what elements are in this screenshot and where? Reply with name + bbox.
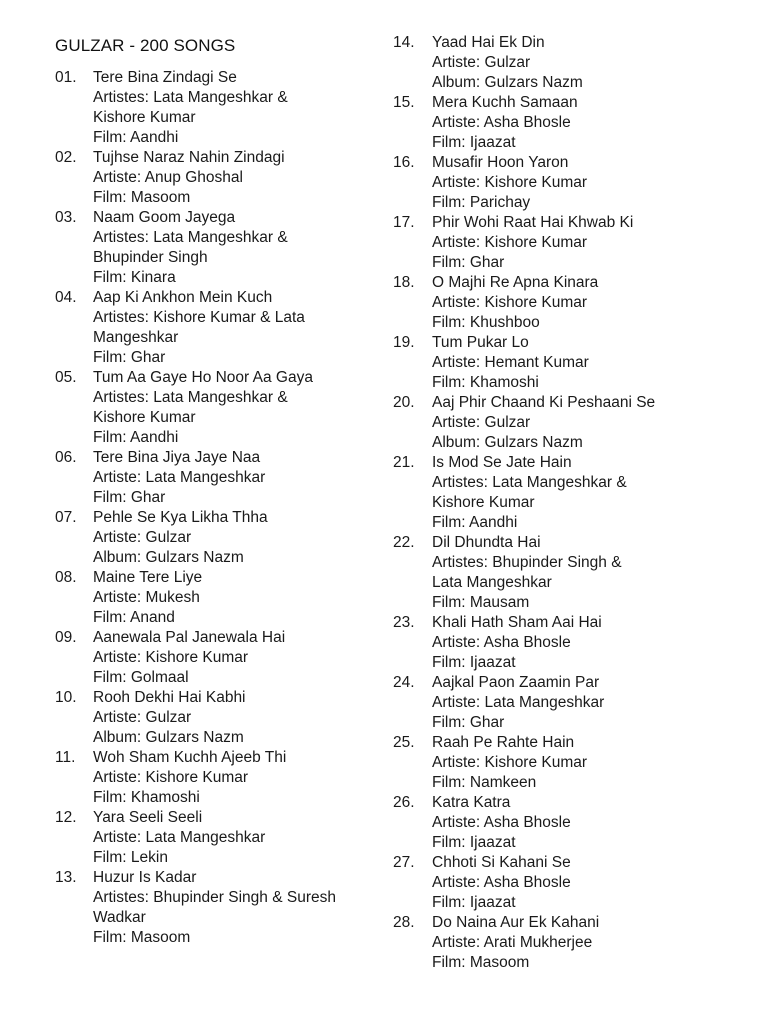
song-source: Film: Anand [93,609,175,626]
song-number: 06. [55,449,77,466]
song-title: Pehle Se Kya Likha Thha [93,509,268,526]
song-title: Tujhse Naraz Nahin Zindagi [93,149,285,166]
song-source: Film: Ghar [93,349,166,366]
song-credit-line: Lata Mangeshkar [432,574,552,591]
song-source: Film: Parichay [432,194,531,211]
song-list-right-column [393,33,723,973]
song-entry [55,68,395,148]
song-number: 08. [55,569,77,586]
song-entry [393,273,723,333]
song-title: Khali Hath Sham Aai Hai [432,614,602,631]
song-credit-line: Artistes: Bhupinder Singh & Suresh [93,889,336,906]
song-entry [55,688,395,748]
song-entry [55,568,395,628]
song-credit-line: Artiste: Kishore Kumar [432,174,588,191]
song-source: Film: Ijaazat [432,894,516,911]
song-entry [55,868,395,948]
song-details [93,288,395,368]
song-entry [393,853,723,913]
song-title: Katra Katra [432,794,511,811]
song-entry [393,913,723,973]
song-number: 24. [393,674,415,691]
song-title: Musafir Hoon Yaron [432,154,569,171]
song-number: 21. [393,454,415,471]
song-entry [55,368,395,448]
song-number: 09. [55,629,77,646]
song-number: 12. [55,809,77,826]
song-credit-line: Artiste: Asha Bhosle [432,634,571,651]
song-title: O Majhi Re Apna Kinara [432,274,599,291]
song-entry [55,208,395,288]
song-credit-line: Artiste: Kishore Kumar [93,769,249,786]
song-entry [55,748,395,808]
song-title: Aaj Phir Chaand Ki Peshaani Se [432,394,656,411]
song-source: Film: Golmaal [93,669,189,686]
song-entry [393,453,723,533]
song-entry [393,33,723,93]
song-credit-line: Artiste: Lata Mangeshkar [93,829,266,846]
song-title: Tere Bina Jiya Jaye Naa [93,449,261,466]
song-list-left-column [55,68,395,948]
song-details [432,533,723,613]
song-title: Yaad Hai Ek Din [432,34,545,51]
song-entry [393,533,723,613]
song-number: 16. [393,154,415,171]
song-credit-line: Wadkar [93,909,146,926]
song-title: Tere Bina Zindagi Se [93,69,237,86]
song-source: Film: Ijaazat [432,654,516,671]
song-details [432,793,723,853]
song-credit-line: Bhupinder Singh [93,249,208,266]
song-number: 18. [393,274,415,291]
song-title: Raah Pe Rahte Hain [432,734,575,751]
song-source: Film: Masoom [93,189,191,206]
song-credit-line: Artiste: Asha Bhosle [432,814,571,831]
song-number: 27. [393,854,415,871]
song-credit-line: Artistes: Lata Mangeshkar & [93,229,288,246]
song-credit-line: Artiste: Mukesh [93,589,200,606]
song-details [432,33,723,93]
song-title: Yara Seeli Seeli [93,809,203,826]
song-details [93,628,395,688]
song-details [93,448,395,508]
song-entry [55,808,395,868]
song-number: 28. [393,914,415,931]
song-credit-line: Artistes: Bhupinder Singh & [432,554,622,571]
song-source: Film: Aandhi [93,429,179,446]
song-entry [55,508,395,568]
song-source: Film: Ghar [432,714,505,731]
song-title: Aanewala Pal Janewala Hai [93,629,286,646]
song-source: Film: Khushboo [432,314,540,331]
song-entry [393,673,723,733]
song-number: 03. [55,209,77,226]
song-entry [55,148,395,208]
song-credit-line: Artiste: Arati Mukherjee [432,934,593,951]
song-credit-line: Artiste: Hemant Kumar [432,354,589,371]
song-credit-line: Artiste: Anup Ghoshal [93,169,243,186]
song-credit-line: Artiste: Kishore Kumar [432,294,588,311]
song-credit-line: Artiste: Gulzar [432,414,531,431]
song-number: 13. [55,869,77,886]
song-source: Film: Khamoshi [432,374,539,391]
song-source: Album: Gulzars Nazm [93,729,244,746]
song-credit-line: Kishore Kumar [93,409,196,426]
song-source: Film: Ijaazat [432,134,516,151]
song-credit-line: Mangeshkar [93,329,179,346]
song-title: Rooh Dekhi Hai Kabhi [93,689,246,706]
song-number: 14. [393,34,415,51]
song-details [432,93,723,153]
song-details [93,508,395,568]
song-credit-line: Artistes: Lata Mangeshkar & [93,89,288,106]
song-number: 25. [393,734,415,751]
song-number: 10. [55,689,77,706]
song-title: Naam Goom Jayega [93,209,236,226]
song-source: Film: Khamoshi [93,789,200,806]
song-details [93,808,395,868]
song-title: Is Mod Se Jate Hain [432,454,572,471]
song-number: 04. [55,289,77,306]
song-title: Do Naina Aur Ek Kahani [432,914,600,931]
song-source: Album: Gulzars Nazm [432,434,583,451]
song-title: Maine Tere Liye [93,569,203,586]
song-source: Film: Mausam [432,594,530,611]
song-credit-line: Artiste: Asha Bhosle [432,874,571,891]
song-source: Film: Aandhi [93,129,179,146]
song-source: Film: Masoom [432,954,530,971]
song-details [432,853,723,913]
song-details [93,748,395,808]
song-credit-line: Kishore Kumar [432,494,535,511]
song-details [93,688,395,748]
document-title: GULZAR - 200 SONGS [55,36,236,55]
song-details [432,333,723,393]
song-title: Huzur Is Kadar [93,869,197,886]
song-source: Film: Ghar [93,489,166,506]
song-credit-line: Artiste: Gulzar [432,54,531,71]
song-number: 01. [55,69,77,86]
song-credit-line: Artiste: Kishore Kumar [432,234,588,251]
song-details [432,273,723,333]
song-details [432,453,723,533]
song-details [432,733,723,793]
song-credit-line: Artistes: Kishore Kumar & Lata [93,309,305,326]
song-source: Film: Ghar [432,254,505,271]
song-entry [393,213,723,273]
song-source: Film: Masoom [93,929,191,946]
song-source: Film: Kinara [93,269,176,286]
song-entry [393,733,723,793]
song-entry [393,153,723,213]
song-number: 05. [55,369,77,386]
song-number: 26. [393,794,415,811]
song-title: Mera Kuchh Samaan [432,94,578,111]
song-number: 22. [393,534,415,551]
song-entry [55,628,395,688]
song-credit-line: Artistes: Lata Mangeshkar & [93,389,288,406]
song-title: Woh Sham Kuchh Ajeeb Thi [93,749,287,766]
song-credit-line: Artiste: Kishore Kumar [432,754,588,771]
song-number: 23. [393,614,415,631]
song-credit-line: Artistes: Lata Mangeshkar & [432,474,627,491]
song-details [432,613,723,673]
song-title: Tum Pukar Lo [432,334,529,351]
song-details [432,153,723,213]
song-credit-line: Artiste: Gulzar [93,709,192,726]
song-details [93,368,395,448]
song-credit-line: Artiste: Lata Mangeshkar [93,469,266,486]
song-number: 15. [393,94,415,111]
song-details [93,148,395,208]
song-entry [393,793,723,853]
song-entry [393,333,723,393]
song-entry [393,613,723,673]
song-source: Film: Ijaazat [432,834,516,851]
song-entry [55,288,395,368]
song-title: Tum Aa Gaye Ho Noor Aa Gaya [93,369,313,386]
song-entry [393,393,723,453]
song-number: 19. [393,334,415,351]
song-title: Aap Ki Ankhon Mein Kuch [93,289,273,306]
song-source: Film: Lekin [93,849,168,866]
song-number: 17. [393,214,415,231]
song-source: Film: Aandhi [432,514,518,531]
song-number: 20. [393,394,415,411]
song-source: Album: Gulzars Nazm [93,549,244,566]
song-source: Album: Gulzars Nazm [432,74,583,91]
song-details [432,213,723,273]
song-number: 07. [55,509,77,526]
song-credit-line: Artiste: Asha Bhosle [432,114,571,131]
song-details [93,568,395,628]
song-number: 02. [55,149,77,166]
song-entry [55,448,395,508]
song-credit-line: Artiste: Lata Mangeshkar [432,694,605,711]
song-credit-line: Artiste: Kishore Kumar [93,649,249,666]
song-title: Aajkal Paon Zaamin Par [432,674,600,691]
song-credit-line: Kishore Kumar [93,109,196,126]
song-details [432,913,723,973]
song-title: Phir Wohi Raat Hai Khwab Ki [432,214,634,231]
song-title: Chhoti Si Kahani Se [432,854,571,871]
song-details [93,208,395,288]
song-details [93,68,395,148]
song-entry [393,93,723,153]
song-details [432,673,723,733]
song-source: Film: Namkeen [432,774,537,791]
song-number: 11. [55,749,76,766]
song-details [432,393,723,453]
song-credit-line: Artiste: Gulzar [93,529,192,546]
song-details [93,868,395,948]
song-title: Dil Dhundta Hai [432,534,541,551]
